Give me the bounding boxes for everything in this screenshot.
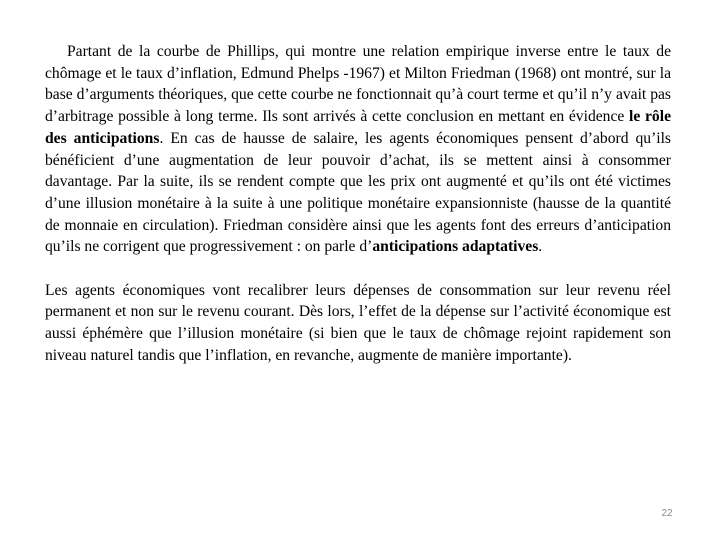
page-number: 22 (661, 508, 673, 519)
body-text (45, 41, 671, 367)
paragraph-1-text-c: . (538, 238, 543, 256)
emphasis-role-anticipations: le rôle des anticipations (45, 108, 671, 147)
paragraph-phillips-curve (45, 41, 671, 258)
paragraph-economic-agents: Les agents économiques vont recalibrer leurs dépenses de consommation sur leur revenu réel permanent et non sur le revenu courant. Dès lors, l’effet de la dépense sur l’activité économique est aussi éphémère que l’illusion monétaire (si bien que le taux de chômage rejoint rapidement son niveau naturel tandis que l’inflation, en revanche, augmente de manière importante). (45, 281, 671, 364)
paragraph-1-text-a: Partant de la courbe de Phillips, qui montre une relation empirique inverse entre le taux de chômage et le taux d’inflation, Edmund Phelps -1967) et Milton Friedman (1968) ont montré, sur la base d’arguments théoriques, que cette courbe ne fonctionnait qu’à court terme et qu’il n’y avait pas d’arbitrage possible à long terme. Ils sont arrivés à cette conclusion en mettant en évidence (45, 43, 671, 126)
emphasis-adaptive-anticipations: anticipations adaptatives (372, 238, 539, 256)
paragraph-1-text-b: . En cas de hausse de salaire, les agents économiques pensent d’abord qu’ils bénéficient d’une augmentation de leur pouvoir d’achat, ils se mettent ainsi à consommer davantage. Par la suite, ils se rendent compte que les prix ont augmenté et qu’ils ont été victimes d’une illusion monétaire à la suite à une politique monétaire expansionniste (hausse de la quantité de monnaie en circulation). Friedman considère ainsi que les agents font des erreurs d’anticipation qu’ils ne corrigent que progressivement : on parle d’ (45, 129, 672, 256)
